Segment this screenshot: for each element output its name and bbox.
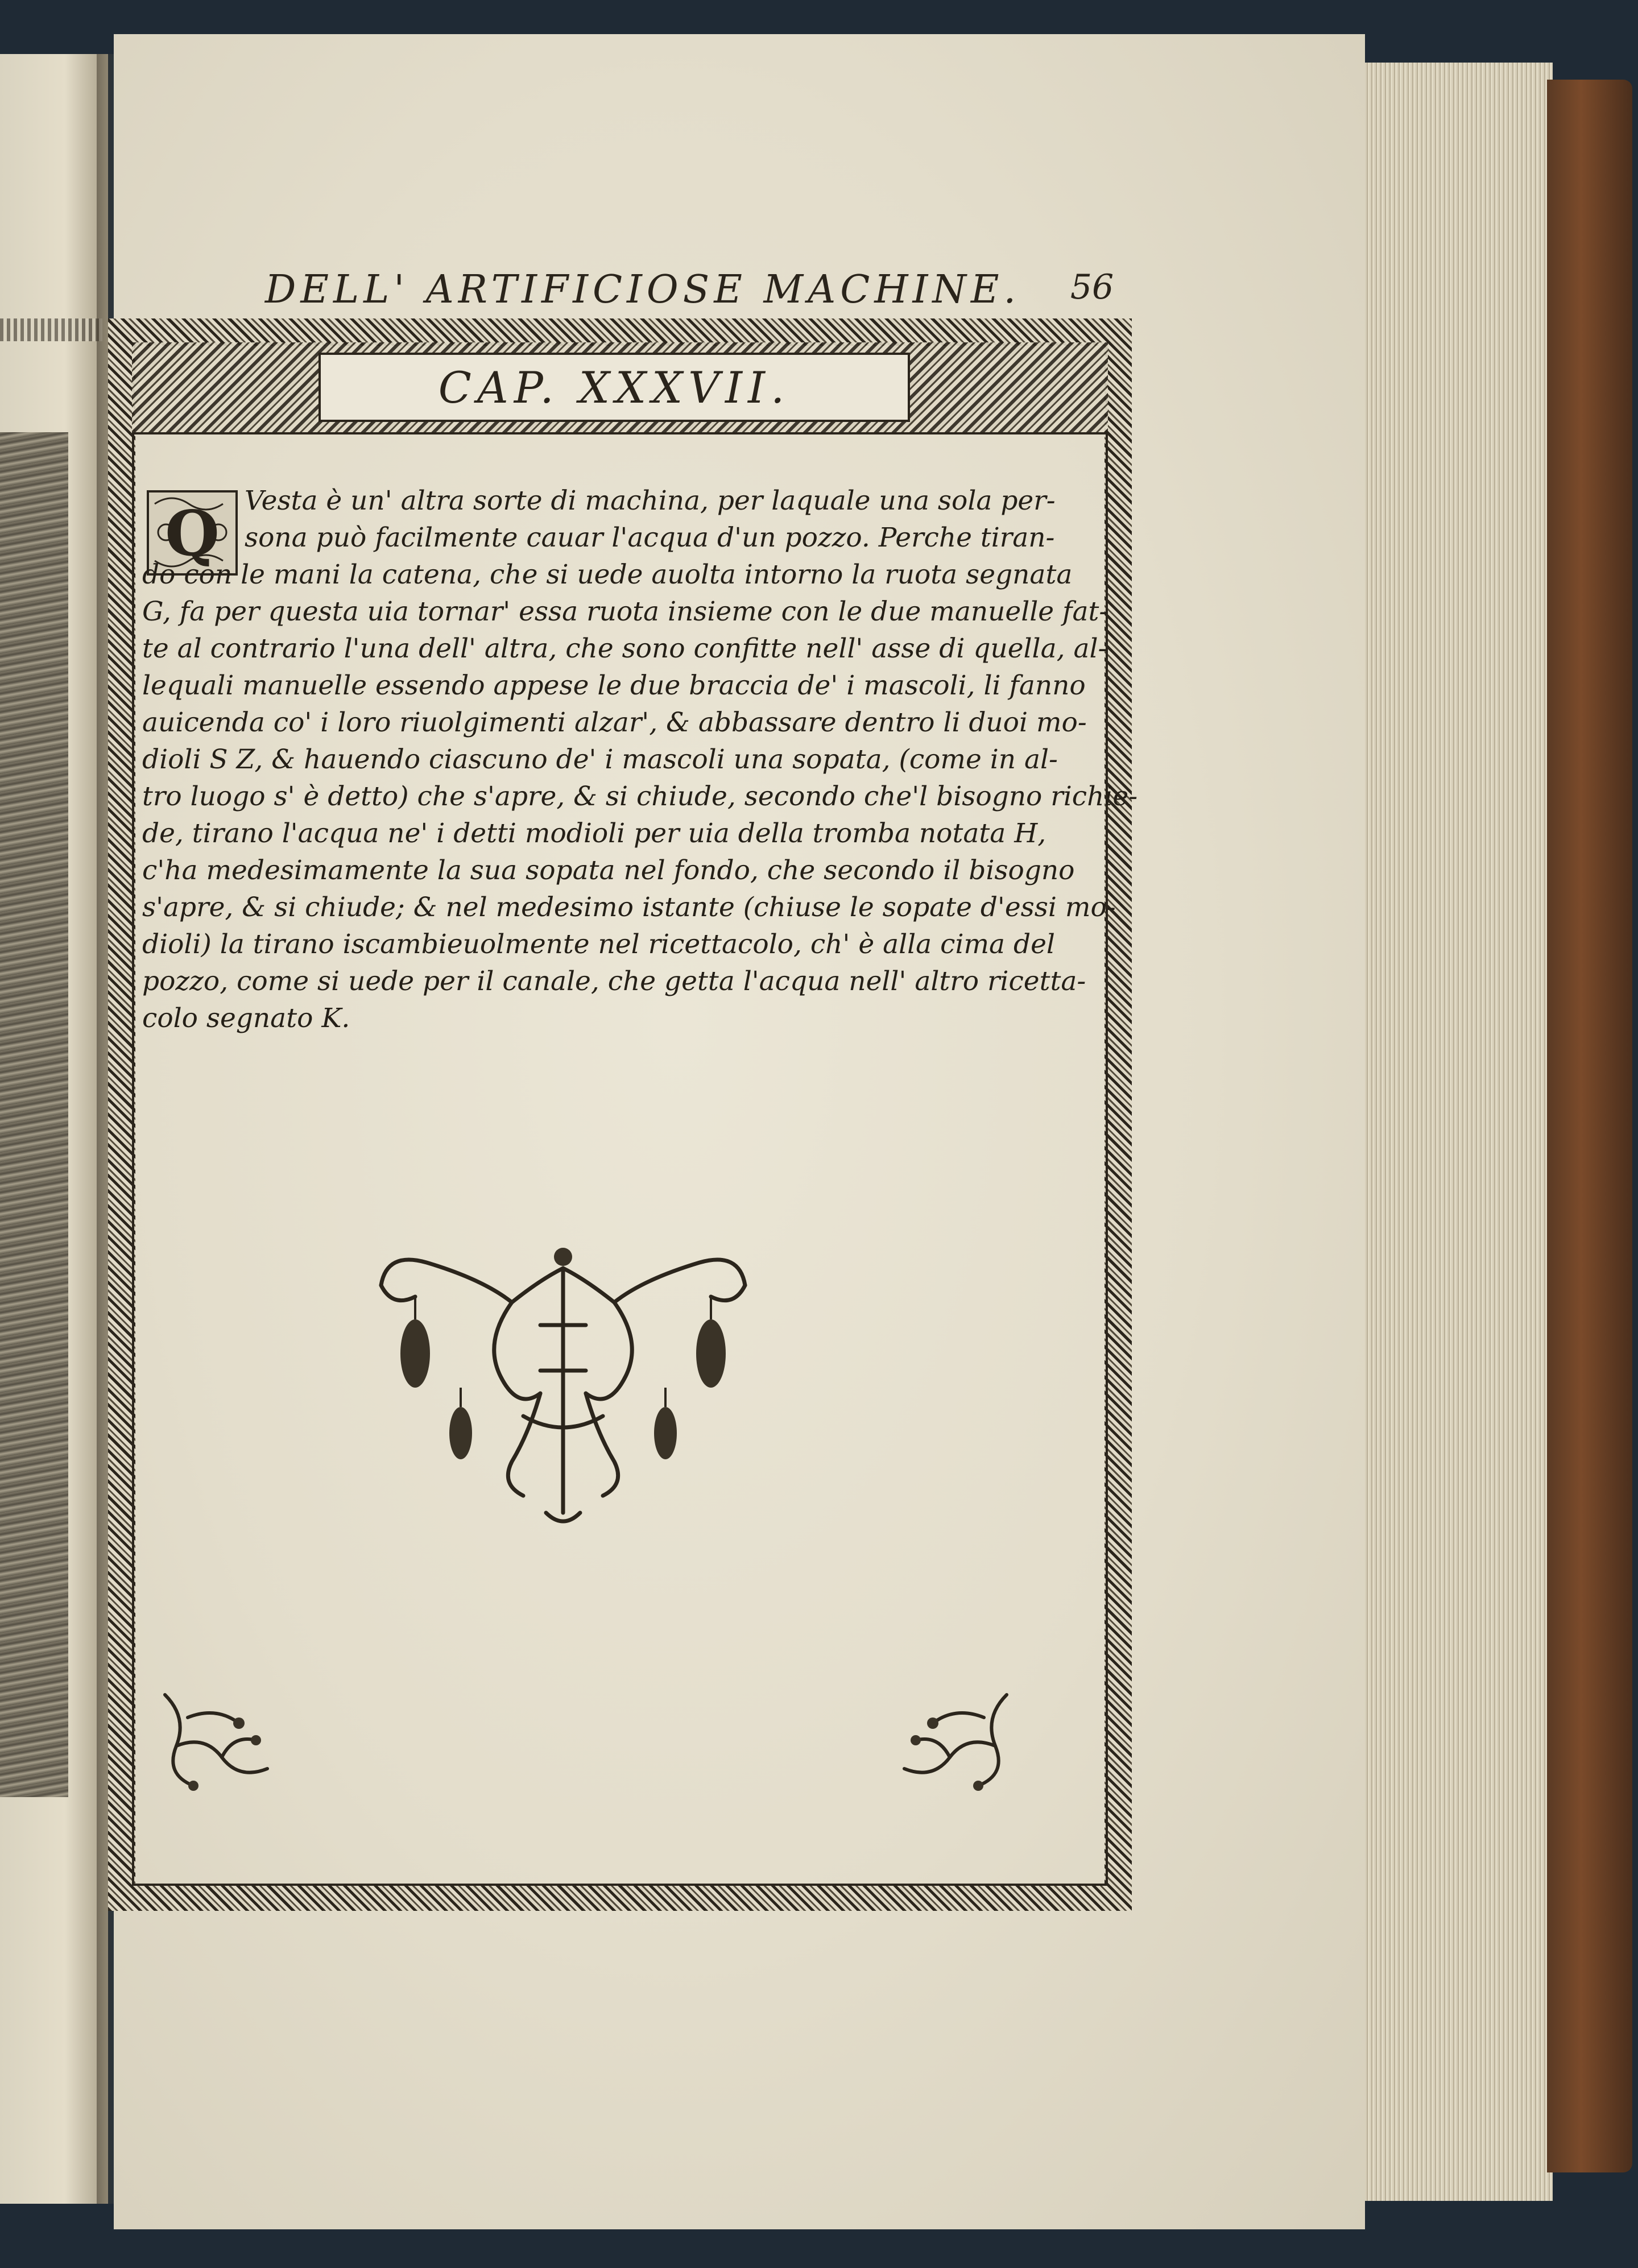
text-line: Vesta è un' altra sorte di machina, per laquale una sola per- xyxy=(245,485,1056,516)
text-line: c'ha medesimamente la sua sopata nel fondo, che secondo il bisogno xyxy=(142,855,1075,886)
text-line: colo segnato K. xyxy=(142,1003,350,1034)
text-line: tro luogo s' è detto) che s'apre, & si chiude, secondo che'l bisogno richie- xyxy=(142,781,1138,812)
text-line: G, fa per questa uia tornar' essa ruota insieme con le due manuelle fat- xyxy=(142,596,1108,627)
fleuron-ornament-left xyxy=(154,1683,279,1797)
book-cover xyxy=(1547,80,1632,2172)
left-page-border-fragment xyxy=(0,318,102,341)
text-line: pozzo, come si uede per il canale, che getta l'acqua nell' altro ricetta- xyxy=(142,966,1086,997)
running-head: DELL' ARTIFICIOSE MACHINE. xyxy=(264,267,1021,312)
text-line: dioli) la tirano iscambieuolmente nel ricettacolo, ch' è alla cima del xyxy=(142,929,1055,960)
initial-letter: Q xyxy=(165,496,220,570)
text-line: do con le mani la catena, che si uede auolta intorno la ruota segnata xyxy=(142,559,1073,590)
chapter-heading-box xyxy=(318,353,910,422)
chapter-title: CAP. XXXVII. xyxy=(438,362,791,413)
fleuron-ornament-right xyxy=(893,1683,1018,1797)
text-line: dioli S Z, & hauendo ciascuno de' i mascoli una sopata, (come in al- xyxy=(142,744,1058,775)
text-line: sona può facilmente cauar l'acqua d'un pozzo. Perche tiran- xyxy=(245,522,1055,553)
chapter-body-text xyxy=(142,482,1138,1142)
text-line: de, tirano l'acqua ne' i detti modioli per uia della tromba notata H, xyxy=(142,818,1046,849)
text-line: lequali manuelle essendo appese le due braccia de' i mascoli, li fanno xyxy=(142,670,1086,701)
left-page-engraving-fragment xyxy=(0,432,68,1797)
tailpiece-ornament xyxy=(370,1245,756,1541)
page-number: 56 xyxy=(1070,267,1114,307)
text-line: te al contrario l'una dell' altra, che sono confitte nell' asse di quella, al- xyxy=(142,633,1107,664)
text-line: s'apre, & si chiude; & nel medesimo istante (chiuse le sopate d'essi mo- xyxy=(142,892,1116,923)
text-line: auicenda co' i loro riuolgimenti alzar', & abbassare dentro li duoi mo- xyxy=(142,707,1087,738)
fore-edge xyxy=(1365,63,1553,2201)
